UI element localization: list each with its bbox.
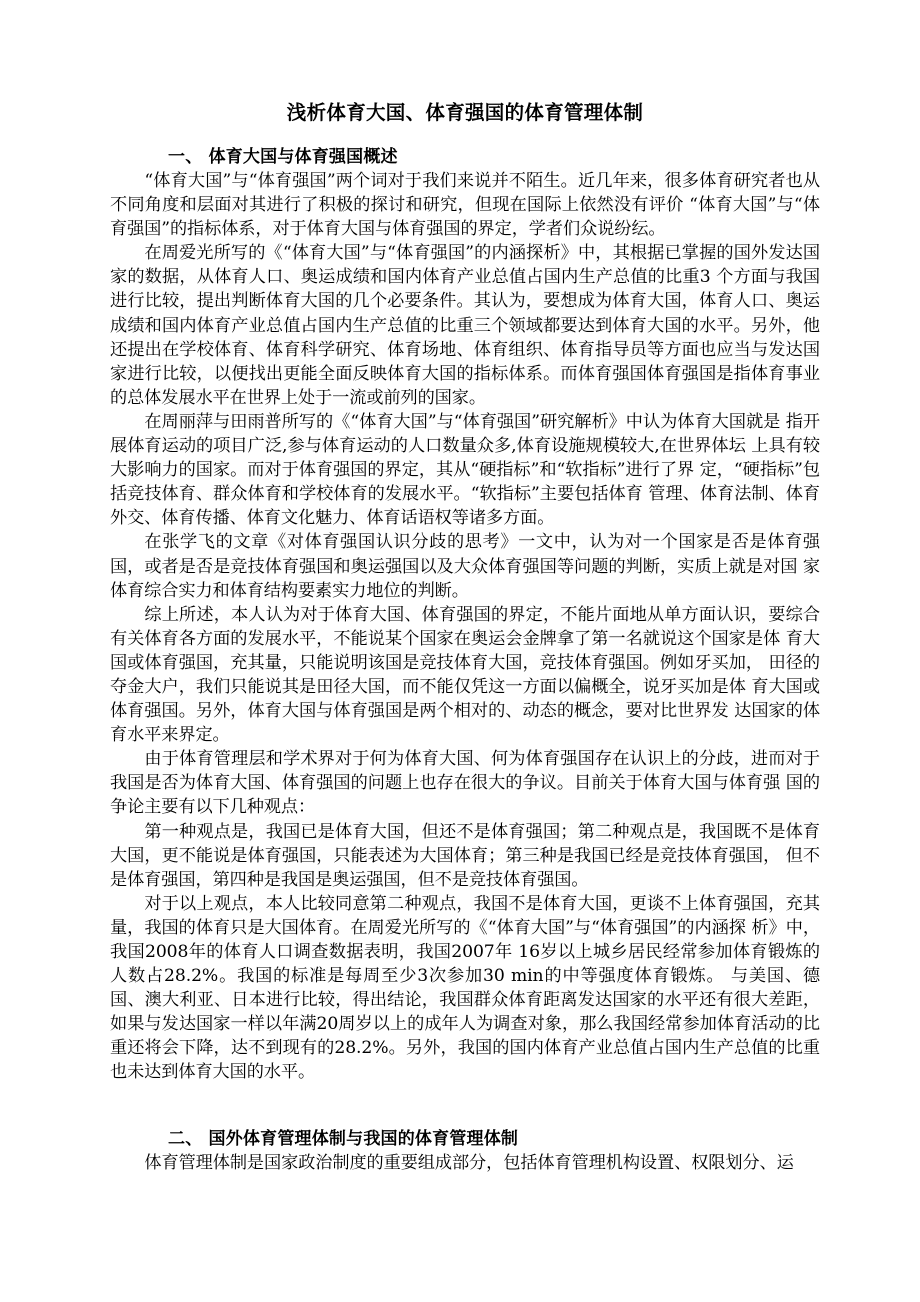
paragraph: 在张学飞的文章《对体育强国认识分歧的思考》一文中，认为对一个国家是否是体育强国，或者是否是竞技体育强国和奥运强国以及大众体育强国等问题的判断，实质上就是对国 家体育综合实力和体育结构要素实力地位的判断。	[110, 532, 820, 601]
section-heading-1: 一、 体育大国与体育强国概述	[168, 147, 398, 167]
paragraph: 综上所述，本人认为对于体育大国、体育强国的界定，不能片面地从单方面认识，要综合有关体育各方面的发展水平，不能说某个国家在奥运会金牌拿了第一名就说这个国家是体 育大国或体育强国，充其量，只能说明该国是竞技体育大国，竞技体育强国。例如牙买加， 田径的夺金大户，我们只能说其是田径大国，而不能仅凭这一方面以偏概全，说牙买加是体 育大国或体育强国。另外，体育大国与体育强国是两个相对的、动态的概念，要对比世界发 达国家的体育水平来界定。	[110, 604, 820, 746]
paragraph: 第一种观点是，我国已是体育大国，但还不是体育强国；第二种观点是，我国既不是体育大国，更不能说是体育强国，只能表述为大国体育；第三种是我国已经是竞技体育强国， 但不是体育强国，第四种是我国是奥运强国，但不是竞技体育强国。	[110, 821, 820, 890]
page-title: 浅析体育大国、体育强国的体育管理体制	[286, 101, 644, 124]
paragraph: 由于体育管理层和学术界对于何为体育大国、何为体育强国存在认识上的分歧，进而对于我国是否为体育大国、体育强国的问题上也存在很大的争议。目前关于体育大国与体育强 国的争论主要有以下几种观点：	[110, 749, 820, 818]
paragraph: 对于以上观点，本人比较同意第二种观点，我国不是体育大国，更谈不上体育强国，充其量，我国的体育只是大国体育。在周爱光所写的《“体育大国”与“体育强国”的内涵探 析》中，我国2008年的体育人口调查数据表明，我国2007年 16岁以上城乡居民经常参加体育锻炼的人数占28.2%。我国的标准是每周至少3次参加30 min的中等强度体育锻炼。 与美国、德国、澳大利亚、日本进行比较，得出结论，我国群众体育距离发达国家的水平还有很大差距，如果与发达国家一样以年满20周岁以上的成年人为调查对象，那么我国经常参加体育活动的比重还将会下降，达不到现有的28.2%。另外，我国的国内体育产业总值占国内生产总值的比重也未达到体育大国的水平。	[110, 893, 820, 1083]
paragraph: 体育管理体制是国家政治制度的重要组成部分，包括体育管理机构设置、权限划分、运	[144, 1152, 794, 1173]
paragraph: “体育大国”与“体育强国”两个词对于我们来说并不陌生。近几年来，很多体育研究者也从不同角度和层面对其进行了积极的探讨和研究，但现在国际上依然没有评价 “体育大国”与“体育强国”的指标体系，对于体育大国与体育强国的界定，学者们众说纷纭。	[110, 171, 820, 240]
paragraph: 在周丽萍与田雨普所写的《“体育大国”与“体育强国”研究解析》中认为体育大国就是 指开展体育运动的项目广泛,参与体育运动的人口数量众多,体育设施规模较大,在世界体坛 上具有较大影响力的国家。而对于体育强国的界定，其从“硬指标”和“软指标”进行了界 定，“硬指标”包括竞技体育、群众体育和学校体育的发展水平。“软指标”主要包括体育 管理、体育法制、体育外交、体育传播、体育文化魅力、体育话语权等诸多方面。	[110, 411, 820, 529]
paragraph: 在周爱光所写的《“体育大国”与“体育强国”的内涵探析》中，其根据已掌握的国外发达国家的数据，从体育人口、奥运成绩和国内体育产业总值占国内生产总值的比重3 个方面与我国进行比较，提出判断体育大国的几个必要条件。其认为，要想成为体育大国，体育人口、奥运成绩和国内体育产业总值占国内生产总值的比重三个领域都要达到体育大国的水平。另外，他还提出在学校体育、体育科学研究、体育场地、体育组织、体育指导员等方面也应当与发达国家进行比较，以便找出更能全面反映体育大国的指标体系。而体育强国体育强国是指体育事业的总体发展水平在世界上处于一流或前列的国家。	[110, 243, 820, 408]
section-heading-2: 二、 国外体育管理体制与我国的体育管理体制	[168, 1128, 519, 1149]
document-content	[110, 0, 820, 1175]
